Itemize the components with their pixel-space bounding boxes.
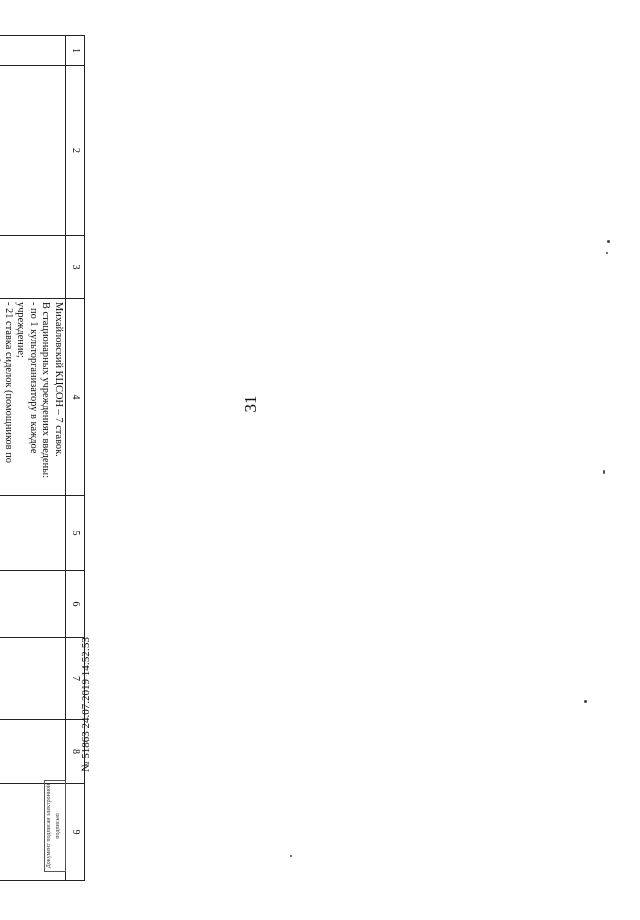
- header-cell: 7: [66, 638, 85, 720]
- scan-speck: [290, 855, 292, 857]
- signature-stamp: Документ подписан электронной подписью: [44, 780, 66, 872]
- header-cell: 2: [66, 66, 85, 236]
- page-number: 31: [241, 395, 260, 413]
- scan-speck: [606, 252, 608, 254]
- header-cell: 8: [66, 720, 85, 784]
- scan-speck: [603, 470, 605, 474]
- header-cell: 9: [66, 784, 85, 881]
- header-cell: 5: [66, 496, 85, 571]
- header-cell: 6: [66, 571, 85, 638]
- header-cell: 4: [66, 299, 85, 496]
- scan-speck: [607, 240, 610, 243]
- document-registration-number: № 51863 24.07.2019 14:52:53: [80, 637, 92, 772]
- cell-description: Михайловский КЦСОН – 7 ставок. В стационарных учреждениях введены: - по 1 культорганизатору в каждое учреждение; - 21 ставка сиделок (помощников по: [0, 299, 66, 496]
- table-row-continued: [0, 36, 66, 881]
- activity-table: [0, 35, 85, 881]
- scan-speck: [584, 700, 587, 703]
- header-cell: 3: [66, 236, 85, 299]
- rotated-table: [0, 35, 85, 920]
- header-cell: 1: [66, 36, 85, 66]
